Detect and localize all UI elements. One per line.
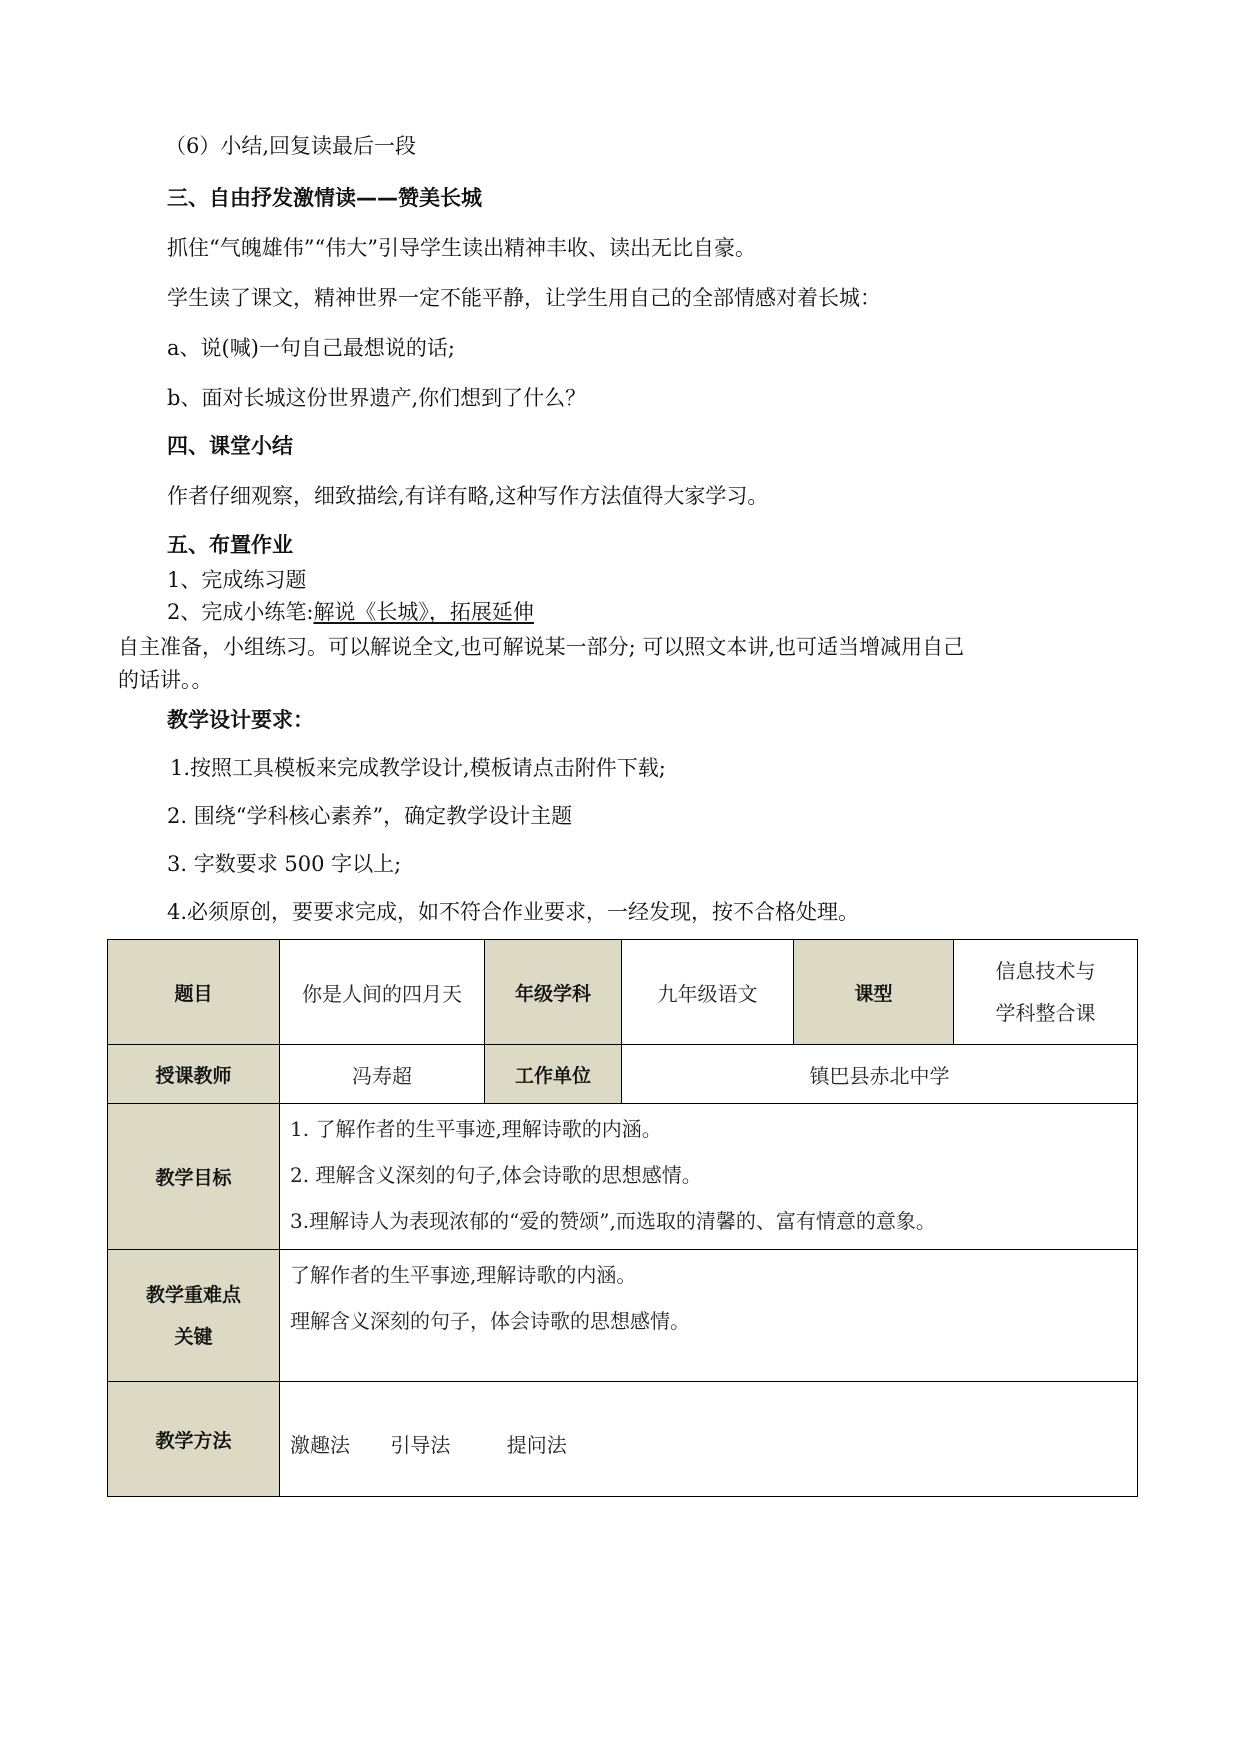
key-points-label bbox=[108, 1250, 280, 1382]
teacher-value: 冯寿超 bbox=[280, 1045, 485, 1104]
paragraph: 作者仔细观察，细致描绘,有详有略,这种写作方法值得大家学习。 bbox=[167, 484, 769, 508]
paragraph: 抓住“气魄雄伟”“伟大”引导学生读出精神丰收、读出无比自豪。 bbox=[167, 236, 756, 260]
table-row bbox=[108, 1250, 1138, 1382]
table-row bbox=[108, 940, 1138, 1045]
table-row bbox=[108, 1045, 1138, 1104]
unit-value: 镇巴县赤北中学 bbox=[622, 1045, 1138, 1104]
key-points-cell bbox=[280, 1250, 1138, 1382]
grade-label: 年级学科 bbox=[485, 940, 622, 1045]
homework-item-prefix: 2、完成小练笔: bbox=[167, 600, 314, 624]
paragraph: b、面对长城这份世界遗产,你们想到了什么？ bbox=[167, 386, 587, 410]
unit-label: 工作单位 bbox=[485, 1045, 622, 1104]
type-value-line: 学科整合课 bbox=[995, 1001, 1096, 1025]
requirements-title: 教学设计要求： bbox=[167, 708, 314, 732]
paragraph: a、说(喊)一句自己最想说的话; bbox=[167, 336, 455, 360]
key-points-label-line: 教学重难点 bbox=[145, 1283, 241, 1306]
goal-item: 1. 了解作者的生平事迹,理解诗歌的内涵。 bbox=[290, 1117, 662, 1141]
requirement-item: 1.按照工具模板来完成教学设计,模板请点击附件下载; bbox=[170, 756, 666, 780]
key-points-label-line: 关键 bbox=[174, 1325, 213, 1348]
type-label: 课型 bbox=[794, 940, 954, 1045]
requirement-item: 4.必须原创，要要求完成，如不符合作业要求，一经发现，按不合格处理。 bbox=[167, 900, 860, 924]
method-item: 提问法 bbox=[506, 1432, 567, 1457]
lesson-info-table bbox=[107, 939, 1138, 1497]
goals-label: 教学目标 bbox=[108, 1104, 280, 1250]
method-label: 教学方法 bbox=[108, 1382, 280, 1497]
requirement-item: 2. 围绕“学科核心素养”，确定教学设计主题 bbox=[167, 804, 573, 828]
type-value bbox=[954, 940, 1138, 1045]
paragraph-summary: （6）小结,回复读最后一段 bbox=[165, 134, 417, 158]
methods-cell bbox=[280, 1382, 1138, 1497]
goal-item: 2. 理解含义深刻的句子,体会诗歌的思想感情。 bbox=[290, 1163, 702, 1187]
key-point-item: 了解作者的生平事迹,理解诗歌的内涵。 bbox=[290, 1263, 637, 1287]
key-point-item: 理解含义深刻的句子，体会诗歌的思想感情。 bbox=[290, 1309, 690, 1333]
method-item: 激趣法 bbox=[290, 1432, 350, 1457]
goal-item: 3.理解诗人为表现浓郁的“爱的赞颂”,而选取的清馨的、富有情意的意象。 bbox=[290, 1209, 936, 1233]
homework-item bbox=[167, 598, 534, 626]
paragraph: 的话讲。。 bbox=[118, 668, 213, 692]
requirement-item: 3. 字数要求 500 字以上; bbox=[167, 852, 402, 876]
topic-label: 题目 bbox=[108, 940, 280, 1045]
grade-value: 九年级语文 bbox=[622, 940, 794, 1045]
type-value-line: 信息技术与 bbox=[995, 959, 1096, 983]
homework-item-underlined: 解说《长城》，拓展延伸 bbox=[313, 600, 534, 624]
table-row bbox=[108, 1104, 1138, 1250]
paragraph: 学生读了课文，精神世界一定不能平静，让学生用自己的全部情感对着长城： bbox=[167, 286, 881, 310]
homework-item: 1、完成练习题 bbox=[167, 568, 307, 592]
paragraph: 自主准备，小组练习。可以解说全文,也可解说某一部分; 可以照文本讲,也可适当增减用自己 bbox=[118, 635, 965, 659]
teacher-label: 授课教师 bbox=[108, 1045, 280, 1104]
method-item: 引导法 bbox=[390, 1432, 451, 1457]
section-heading-5: 五、布置作业 bbox=[167, 533, 293, 557]
section-heading-4: 四、课堂小结 bbox=[167, 434, 293, 458]
goals-cell bbox=[280, 1104, 1138, 1250]
section-heading-3: 三、自由抒发激情读——赞美长城 bbox=[167, 186, 482, 210]
topic-value: 你是人间的四月天 bbox=[280, 940, 485, 1045]
table-row bbox=[108, 1382, 1138, 1497]
